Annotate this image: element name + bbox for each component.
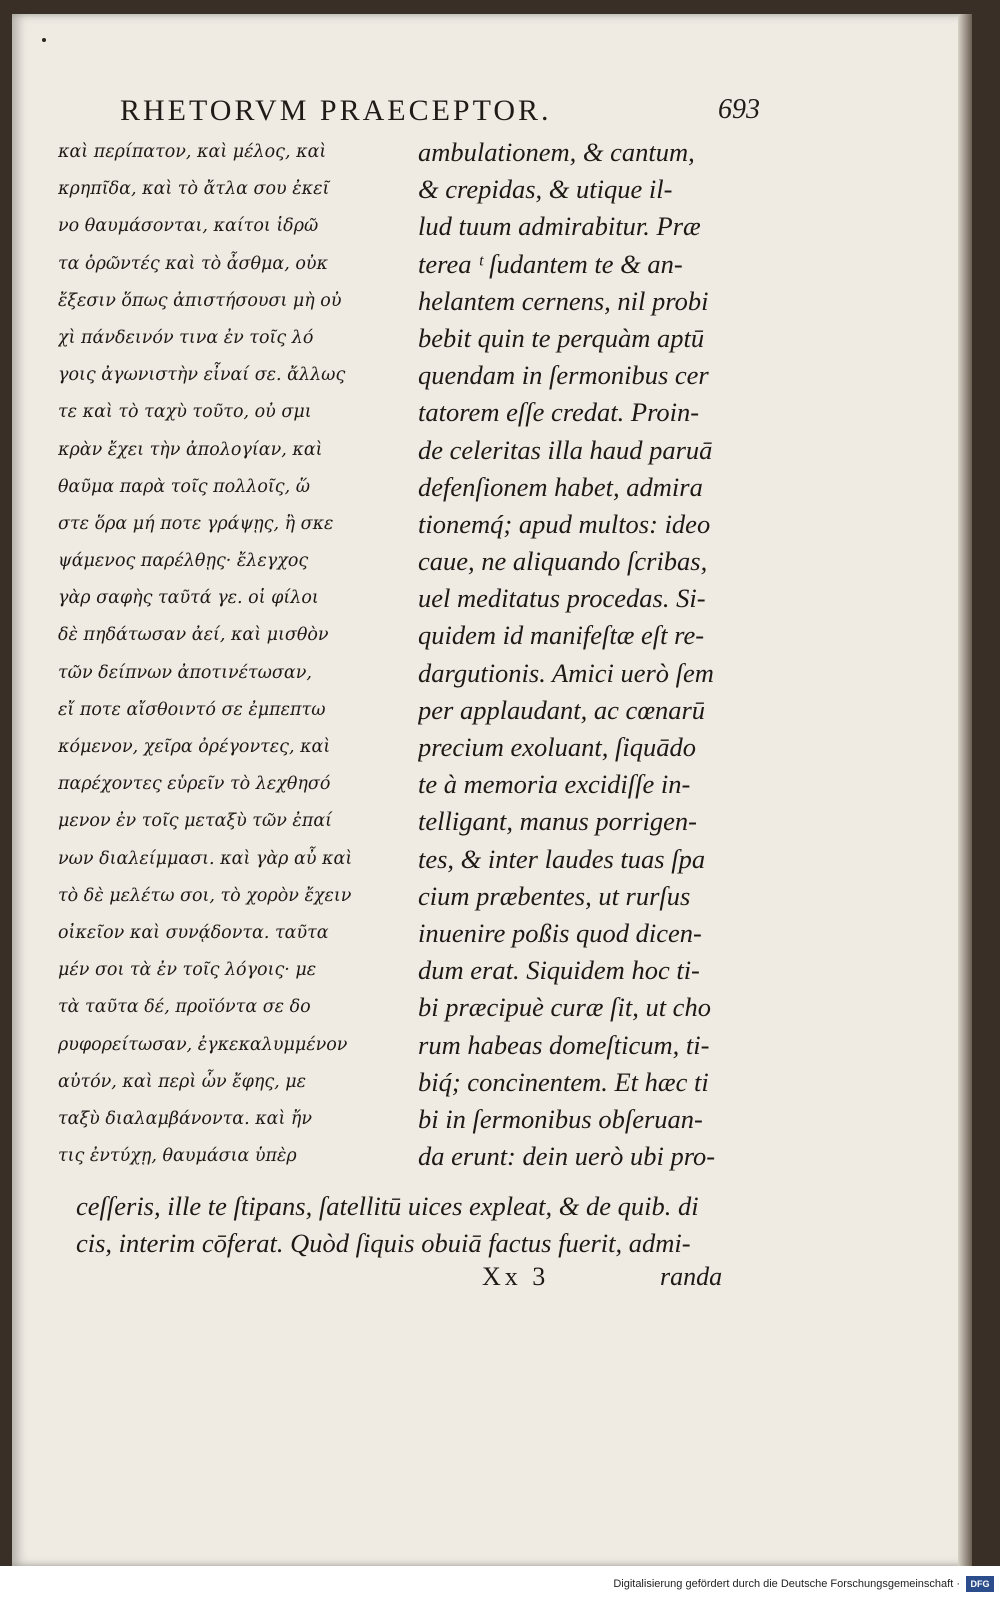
- text-line: ταξὺ διαλαμβάνοντα. καὶ ἤν: [58, 1108, 313, 1129]
- text-line: biq́; concinentem. Et hæc ti: [418, 1066, 709, 1097]
- text-line: dum erat. Siquidem hoc ti-: [418, 955, 700, 986]
- text-line: θαῦμα παρὰ τοῖς πολλοῖς, ὥ: [58, 476, 310, 497]
- text-line: νο θαυμάσονται, καίτοι ἱδρῶ: [58, 216, 319, 237]
- text-line: quidem id manifeſtæ eſt re-: [418, 620, 705, 651]
- text-line: στε ὅρα μή ποτε γράψῃς, ἢ σκε: [58, 513, 334, 534]
- text-line: bebit quin te perquàm aptū: [418, 322, 705, 353]
- text-line: κόμενον, χεῖρα ὀρέγοντες, καὶ: [58, 737, 331, 757]
- latin-text-column: [418, 134, 750, 1175]
- text-line: defenſionem habet, admira: [418, 471, 703, 502]
- footer-credit: Digitalisierung gefördert durch die Deutsche Forschungsgemeinschaft ·: [613, 1578, 960, 1590]
- text-line: τε καὶ τὸ ταχὺ τοῦτο, οὐ σμι: [58, 402, 312, 423]
- text-line: caue, ne aliquando ſcribas,: [418, 546, 708, 577]
- page-edge: [958, 14, 972, 1566]
- text-line: ἔξεσιν ὅπως ἀπιστήσουσι μὴ οὐ: [58, 290, 342, 311]
- text-line: ambulationem, & cantum,: [418, 137, 695, 167]
- signature-mark: Xx 3: [482, 1262, 550, 1291]
- text-line: tatorem eſſe credat. Proin-: [418, 397, 700, 428]
- text-line: bi in ſermonibus obſeruan-: [418, 1103, 703, 1134]
- text-line: κρὰν ἔχει τὴν ἀπολογίαν, καὶ: [58, 439, 323, 460]
- text-line: τὰ ταῦτα δέ, προϊόντα σε δο: [58, 997, 311, 1018]
- text-line: dargutionis. Amici uerò ſem: [418, 657, 714, 688]
- text-line: uel meditatus procedas. Si-: [418, 583, 706, 614]
- text-line: ceſſeris, ille te ſtipans, ſatellitū uices expleat, & de quib. di: [76, 1191, 699, 1221]
- text-line: lud tuum admirabitur. Præ: [418, 211, 701, 242]
- text-line: per applaudant, ac cœnarū: [418, 694, 706, 725]
- digitization-footer: [0, 1566, 1000, 1600]
- text-line: de celeritas illa haud paruā: [418, 434, 713, 465]
- text-line: εἴ ποτε αἴσθοιντό σε ἐμπεπτω: [58, 699, 326, 720]
- text-line: γὰρ σαφὴς ταῦτά γε. οἱ φίλοι: [58, 588, 319, 609]
- text-line: νων διαλείμμασι. καὶ γὰρ αὖ καὶ: [58, 848, 353, 869]
- running-title: RHETORVM PRAECEPTOR.: [120, 94, 552, 127]
- text-line: tes, & inter laudes tuas ſpa: [418, 843, 706, 874]
- text-line: χὶ πάνδεινόν τινα ἐν τοῖς λό: [58, 327, 314, 348]
- text-line: τῶν δείπνων ἀποτινέτωσαν,: [58, 662, 312, 683]
- text-line: cium præbentes, ut rurſus: [418, 880, 691, 911]
- greek-text-column: [58, 134, 398, 1175]
- text-line: τις ἐντύχῃ, θαυμάσια ὑπὲρ: [58, 1146, 297, 1167]
- page-number: 693: [718, 94, 760, 125]
- text-line: telligant, manus porrigen-: [418, 806, 697, 837]
- text-line: μενον ἐν τοῖς μεταξὺ τῶν ἐπαί: [58, 811, 333, 832]
- text-line: precium exoluant, ſiquādo: [418, 732, 696, 762]
- text-line: cis, interim cōferat. Quòd ſiquis obuiā factus fuerit, admi-: [76, 1228, 691, 1259]
- text-line: καὶ περίπατον, καὶ μέλος, καὶ: [58, 142, 327, 162]
- ink-spot: [42, 38, 46, 42]
- catchword: randa: [660, 1262, 723, 1291]
- text-line: ψάμενος παρέλθῃς· ἔλεγχος: [58, 551, 309, 572]
- text-line: terea ᵗ ſudantem te & an-: [418, 248, 683, 279]
- text-line: inuenire poßis quod dicen-: [418, 917, 702, 948]
- text-line: γοις ἀγωνιστὴν εἶναί σε. ἄλλως: [58, 365, 346, 386]
- text-line: ρυφορείτωσαν, ἐγκεκαλυμμένον: [58, 1034, 348, 1055]
- text-line: τα ὁρῶντές καὶ τὸ ἆσθμα, οὐκ: [58, 253, 328, 274]
- text-line: οἰκεῖον καὶ συνᾴδοντα. ταῦτα: [58, 922, 329, 943]
- text-line: τὸ δὲ μελέτω σοι, τὸ χορὸν ἔχειν: [58, 885, 352, 906]
- text-line: tionemq́; apud multos: ideo: [418, 508, 711, 539]
- text-line: παρέχοντες εὑρεῖν τὸ λεχθησό: [58, 774, 331, 795]
- text-line: quendam in ſermonibus cer: [418, 360, 709, 391]
- text-line: rum habeas domeſticum, ti-: [418, 1029, 710, 1060]
- dfg-logo: DFG: [966, 1576, 994, 1592]
- text-line: & crepidas, & utique il-: [418, 174, 673, 205]
- text-line: helantem cernens, nil probi: [418, 285, 709, 316]
- text-line: da erunt: dein uerò ubi pro-: [418, 1141, 716, 1172]
- text-line: te à memoria excidiſſe in-: [418, 769, 691, 800]
- text-line: bi præcipuè curæ ſit, ut cho: [418, 992, 711, 1023]
- full-width-text: [76, 1188, 756, 1262]
- text-line: κρηπῖδα, καὶ τὸ ἄτλα σου ἐκεῖ: [58, 179, 330, 200]
- text-line: δὲ πηδάτωσαν ἀεί, καὶ μισθὸν: [58, 625, 329, 646]
- text-line: αὐτόν, καὶ περὶ ὧν ἔφης, με: [58, 1071, 307, 1092]
- running-header: [120, 94, 760, 134]
- text-line: μέν σοι τὰ ἐν τοῖς λόγοις· με: [58, 960, 317, 981]
